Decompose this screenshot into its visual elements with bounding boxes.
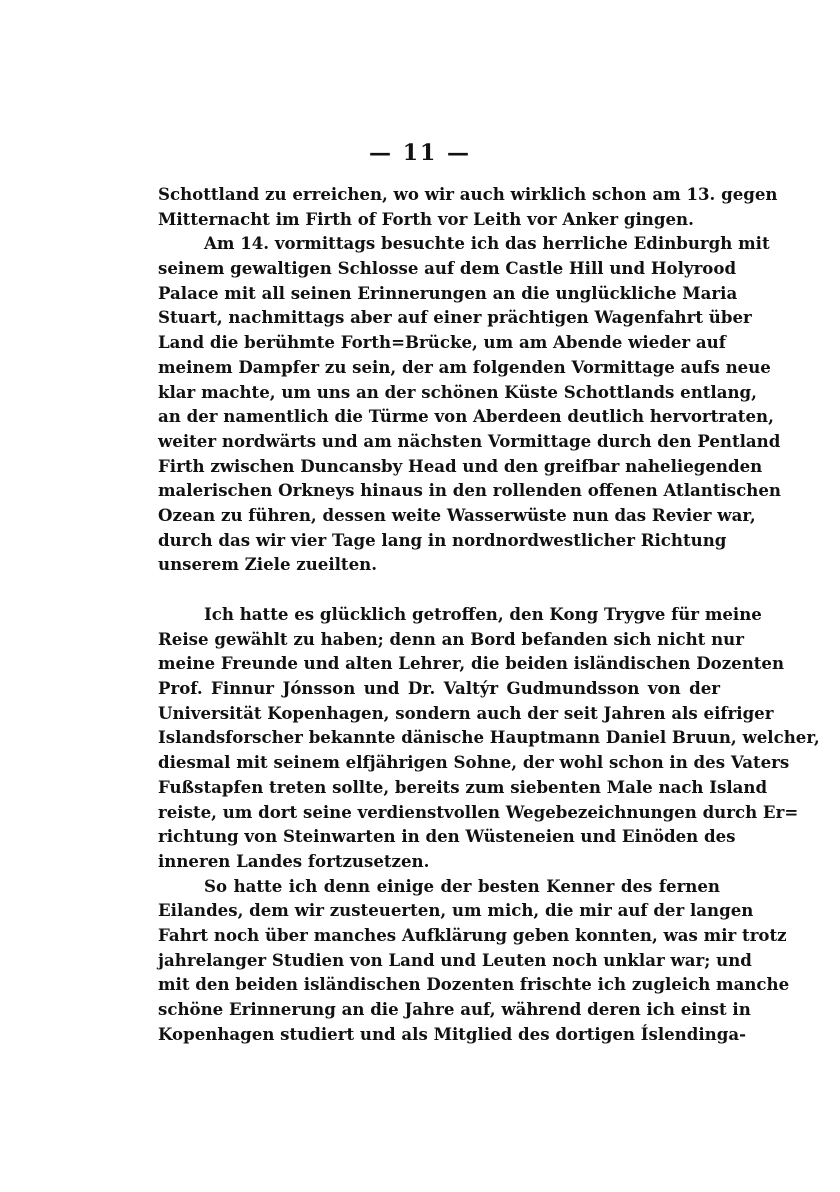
text-line: malerischen Orkneys hinaus in den rollenden offenen Atlantischen <box>158 480 781 501</box>
text-line: Am 14. vormittags besuchte ich das herrliche Edinburgh mit <box>204 233 770 254</box>
page-number: — 11 — <box>369 140 471 166</box>
text-line: Ozean zu führen, dessen weite Wasserwüste nun das Revier war, <box>158 504 756 525</box>
text-line: Firth zwischen Duncansby Head und den greifbar naheliegenden <box>158 455 763 476</box>
text-line: unserem Ziele zueilten. <box>158 554 377 575</box>
text-line: klar machte, um uns an der schönen Küste Schottlands entlang, <box>158 381 757 402</box>
text-line: Reise gewählt zu haben; denn an Bord befanden sich nicht nur <box>158 628 744 649</box>
text-line: Stuart, nachmittags aber auf einer prächtigen Wagenfahrt über <box>158 307 752 328</box>
text-line: Fußstapfen treten sollte, bereits zum siebenten Male nach Island <box>158 776 768 797</box>
text-line: Islandsforscher bekannte dänische Hauptmann Daniel Bruun, welcher, <box>158 727 820 748</box>
text-line: Eilandes, dem wir zusteuerten, um mich, die mir auf der langen <box>158 900 754 921</box>
text-line: Schottland zu erreichen, wo wir auch wirklich schon am 13. gegen <box>158 184 778 204</box>
text-line: meine Freunde und alten Lehrer, die beiden isländischen Dozenten <box>158 653 785 674</box>
text-line: Prof. Finnur Jónsson und Dr. Valtýr Gudmundsson von der <box>158 678 720 699</box>
text-line: Fahrt noch über manches Aufklärung geben konnten, was mir trotz <box>158 924 787 945</box>
text-line: So hatte ich denn einige der besten Kenner des fernen <box>204 875 720 896</box>
text-line: Mitternacht im Firth of Forth vor Leith vor Anker gingen. <box>158 208 694 229</box>
text-line: jahrelanger Studien von Land und Leuten noch unklar war; und <box>158 949 752 970</box>
text-line: richtung von Steinwarten in den Wüsteneien und Einöden des <box>158 826 736 847</box>
text-line: Kopenhagen studiert und als Mitglied des dortigen Íslendinga- <box>158 1023 746 1044</box>
body-text <box>158 182 820 1046</box>
text-line: weiter nordwärts und am nächsten Vormittage durch den Pentland <box>158 430 781 451</box>
text-line: Land die berühmte Forth=Brücke, um am Abende wieder auf <box>158 332 726 353</box>
text-line: schöne Erinnerung an die Jahre auf, während deren ich einst in <box>158 999 751 1019</box>
text-line: mit den beiden isländischen Dozenten frischte ich zugleich manche <box>158 974 790 995</box>
text-line: an der namentlich die Türme von Aberdeen deutlich hervortraten, <box>158 406 774 427</box>
text-line: diesmal mit seinem elfjährigen Sohne, der wohl schon in des Vaters <box>158 752 790 773</box>
text-line: Palace mit all seinen Erinnerungen an die unglückliche Maria <box>158 282 738 303</box>
text-line: Ich hatte es glücklich getroffen, den Kong Trygve für meine <box>204 604 762 624</box>
text-line: Universität Kopenhagen, sondern auch der seit Jahren als eifriger <box>158 702 774 723</box>
text-line: reiste, um dort seine verdienstvollen Wegebezeichnungen durch Er= <box>158 801 799 822</box>
paragraph-gap <box>158 577 720 602</box>
text-line: meinem Dampfer zu sein, der am folgenden Vormittage aufs neue <box>158 356 771 377</box>
text-line: inneren Landes fortzusetzen. <box>158 850 430 871</box>
text-line: durch das wir vier Tage lang in nordnordwestlicher Richtung <box>158 529 727 550</box>
text-line: seinem gewaltigen Schlosse auf dem Castle Hill und Holyrood <box>158 258 737 279</box>
